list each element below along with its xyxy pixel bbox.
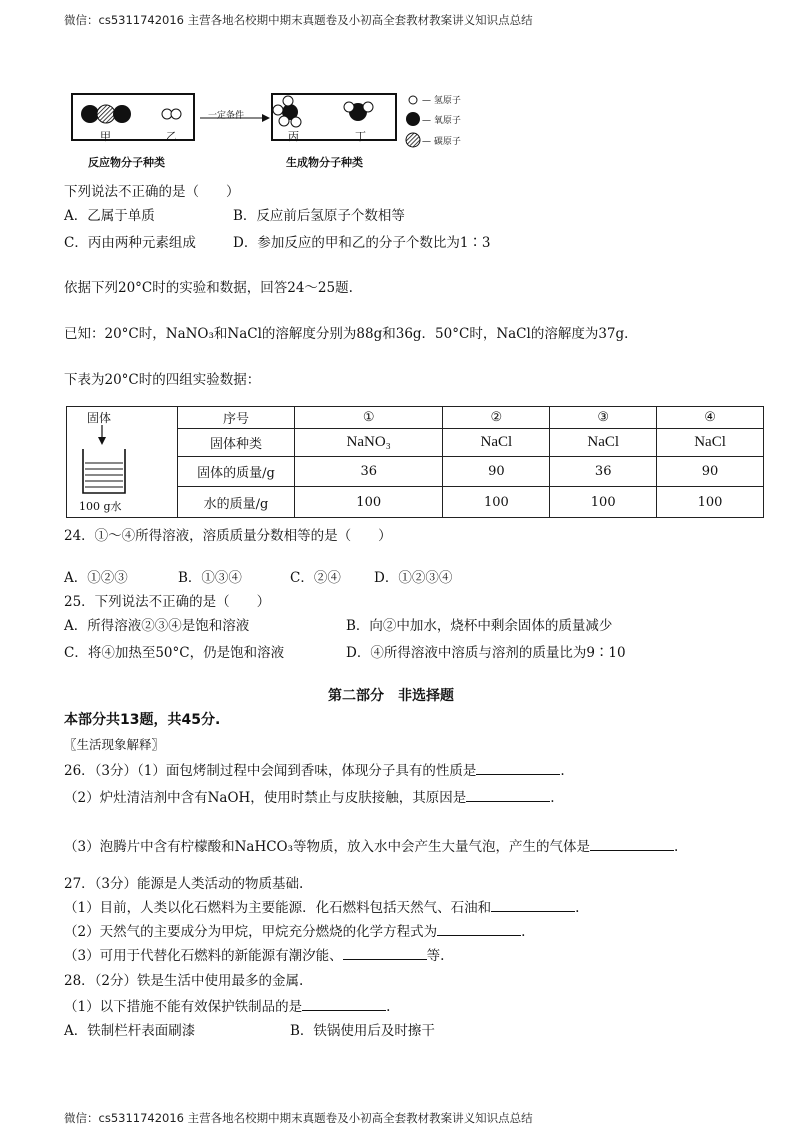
- beaker-icon: [75, 425, 145, 501]
- page-header: 微信：cs5311742016 主营各地名校期中期末真题卷及小初高全套教材教案讲义知识点总结: [64, 13, 533, 27]
- q27-text-4a: （3）可用于代替化石燃料的新能源有潮汐能、: [64, 948, 343, 964]
- q24-option-b: B．①③④: [178, 570, 242, 586]
- q26-blank-2[interactable]: [466, 788, 550, 802]
- q27-text-3: （2）天然气的主要成分为甲烷，甲烷充分燃烧的化学方程式为: [64, 924, 438, 940]
- col4-solid: NaCl: [657, 429, 764, 457]
- label-ding: 丁: [355, 130, 366, 143]
- q24-option-a: A．①②③: [64, 570, 128, 586]
- row-header-water: 水的质量/g: [178, 487, 295, 518]
- col3-no: ③: [550, 407, 657, 429]
- col1-no: ①: [295, 407, 443, 429]
- q27-line-3: （2）天然气的主要成分为甲烷，甲烷充分燃烧的化学方程式为 .: [64, 924, 526, 940]
- beaker-cell: [67, 407, 178, 518]
- intro-line-1: 依据下列20°C时的实验和数据，回答24～25题.: [64, 280, 353, 296]
- q26-line-3: （3）泡腾片中含有柠檬酸和NaHCO₃等物质，放入水中会产生大量气泡，产生的气体是 .: [64, 839, 679, 855]
- part2-subtitle: 本部分共13题，共45分.: [64, 712, 221, 728]
- q27-text-4b: 等.: [426, 948, 445, 964]
- q26-text-1: 26．（3分）（1）面包烤制过程中会闻到香味，体现分子具有的性质是: [64, 763, 477, 779]
- reactant-caption: 反应物分子种类: [88, 156, 165, 169]
- product-caption: 生成物分子种类: [286, 156, 363, 169]
- q23-option-d: D．参加反应的甲和乙的分子个数比为1∶3: [233, 235, 491, 251]
- q24-option-d: D．①②③④: [374, 570, 453, 586]
- col3-mass: 36: [550, 457, 657, 487]
- q28-line-2: （1）以下措施不能有效保护铁制品的是 .: [64, 999, 391, 1015]
- q27-blank-1[interactable]: [491, 898, 575, 912]
- q27-line-4: [64, 944, 444, 964]
- q25-option-a: A．所得溶液②③④是饱和溶液: [64, 618, 250, 634]
- q27-text-2: （1）目前，人类以化石燃料为主要能源．化石燃料包括天然气、石油和: [64, 900, 492, 916]
- intro-line-3: 下表为20°C时的四组实验数据：: [64, 372, 261, 388]
- q28-line-1: 28．（2分）铁是生活中使用最多的金属.: [64, 973, 304, 989]
- q28-text-2: （1）以下措施不能有效保护铁制品的是: [64, 999, 303, 1015]
- row-header-solid: 固体种类: [178, 429, 295, 457]
- col2-mass: 90: [443, 457, 550, 487]
- section-label: 〖生活现象解释〗: [64, 737, 165, 752]
- legend-oxygen: — 氧原子: [422, 116, 461, 126]
- col1-solid: NaNO₃: [295, 429, 443, 457]
- q23-option-a: A．乙属于单质: [64, 208, 155, 224]
- q25-option-b: B．向②中加水，烧杯中剩余固体的质量减少: [346, 618, 613, 634]
- q25-option-c: C．将④加热至50°C，仍是饱和溶液: [64, 645, 285, 661]
- col2-no: ②: [443, 407, 550, 429]
- q25-stem: 25．下列说法不正确的是（ ）: [64, 594, 271, 610]
- col1-water: 100: [295, 487, 443, 518]
- q25-option-d: D．④所得溶液中溶质与溶剂的质量比为9∶10: [346, 645, 626, 661]
- col4-mass: 90: [657, 457, 764, 487]
- col2-solid: NaCl: [443, 429, 550, 457]
- beaker-solid-label: 固体: [87, 411, 112, 425]
- page-footer: 微信：cs5311742016 主营各地名校期中期末真题卷及小初高全套教材教案讲义知识点总结: [64, 1111, 533, 1125]
- q27-blank-2[interactable]: [437, 922, 521, 936]
- experiment-table: [66, 406, 764, 518]
- q28-option-a: A．铁制栏杆表面刷漆: [64, 1023, 196, 1039]
- row-header-no: 序号: [178, 407, 295, 429]
- row-header-mass: 固体的质量/g: [178, 457, 295, 487]
- q27-line-1: 27．（3分）能源是人类活动的物质基础.: [64, 876, 304, 892]
- label-yi: 乙: [166, 130, 177, 143]
- col4-no: ④: [657, 407, 764, 429]
- label-jia: 甲: [100, 130, 111, 143]
- q26-line-2: （2）炉灶清洁剂中含有NaOH，使用时禁止与皮肤接触，其原因是 .: [64, 790, 555, 806]
- q26-blank-3[interactable]: [590, 837, 674, 851]
- q28-option-b: B．铁锅使用后及时擦干: [290, 1023, 435, 1039]
- legend-carbon: — 碳原子: [422, 137, 461, 147]
- q23-stem: 下列说法不正确的是（ ）: [64, 184, 240, 200]
- col3-water: 100: [550, 487, 657, 518]
- part2-title: 第二部分 非选择题: [328, 688, 454, 704]
- q26-text-2: （2）炉灶清洁剂中含有NaOH，使用时禁止与皮肤接触，其原因是: [64, 790, 467, 806]
- q23-option-b: B．反应前后氢原子个数相等: [233, 208, 405, 224]
- col1-mass: 36: [295, 457, 443, 487]
- arrow-label: 一定条件: [208, 111, 245, 121]
- q26-text-3: （3）泡腾片中含有柠檬酸和NaHCO₃等物质，放入水中会产生大量气泡，产生的气体是: [64, 839, 591, 855]
- col3-solid: NaCl: [550, 429, 657, 457]
- q27-line-2: （1）目前，人类以化石燃料为主要能源．化石燃料包括天然气、石油和 .: [64, 900, 580, 916]
- beaker-water-label: 100 g水: [79, 500, 122, 513]
- q26-blank-1[interactable]: [476, 761, 560, 775]
- col4-water: 100: [657, 487, 764, 518]
- q28-blank-1[interactable]: [302, 997, 386, 1011]
- q26-line-1: 26．（3分）（1）面包烤制过程中会闻到香味，体现分子具有的性质是 .: [64, 763, 565, 779]
- col2-water: 100: [443, 487, 550, 518]
- q27-blank-3[interactable]: [343, 946, 427, 960]
- q24-stem: 24．①～④所得溶液，溶质质量分数相等的是（ ）: [64, 528, 392, 544]
- q24-option-c: C．②④: [290, 570, 341, 586]
- legend-hydrogen: — 氢原子: [422, 96, 461, 106]
- label-bing: 丙: [288, 130, 299, 143]
- intro-line-2: 已知：20°C时，NaNO₃和NaCl的溶解度分别为88g和36g．50°C时，NaCl的溶解度为37g．: [64, 326, 638, 342]
- q23-option-c: C．丙由两种元素组成: [64, 235, 196, 251]
